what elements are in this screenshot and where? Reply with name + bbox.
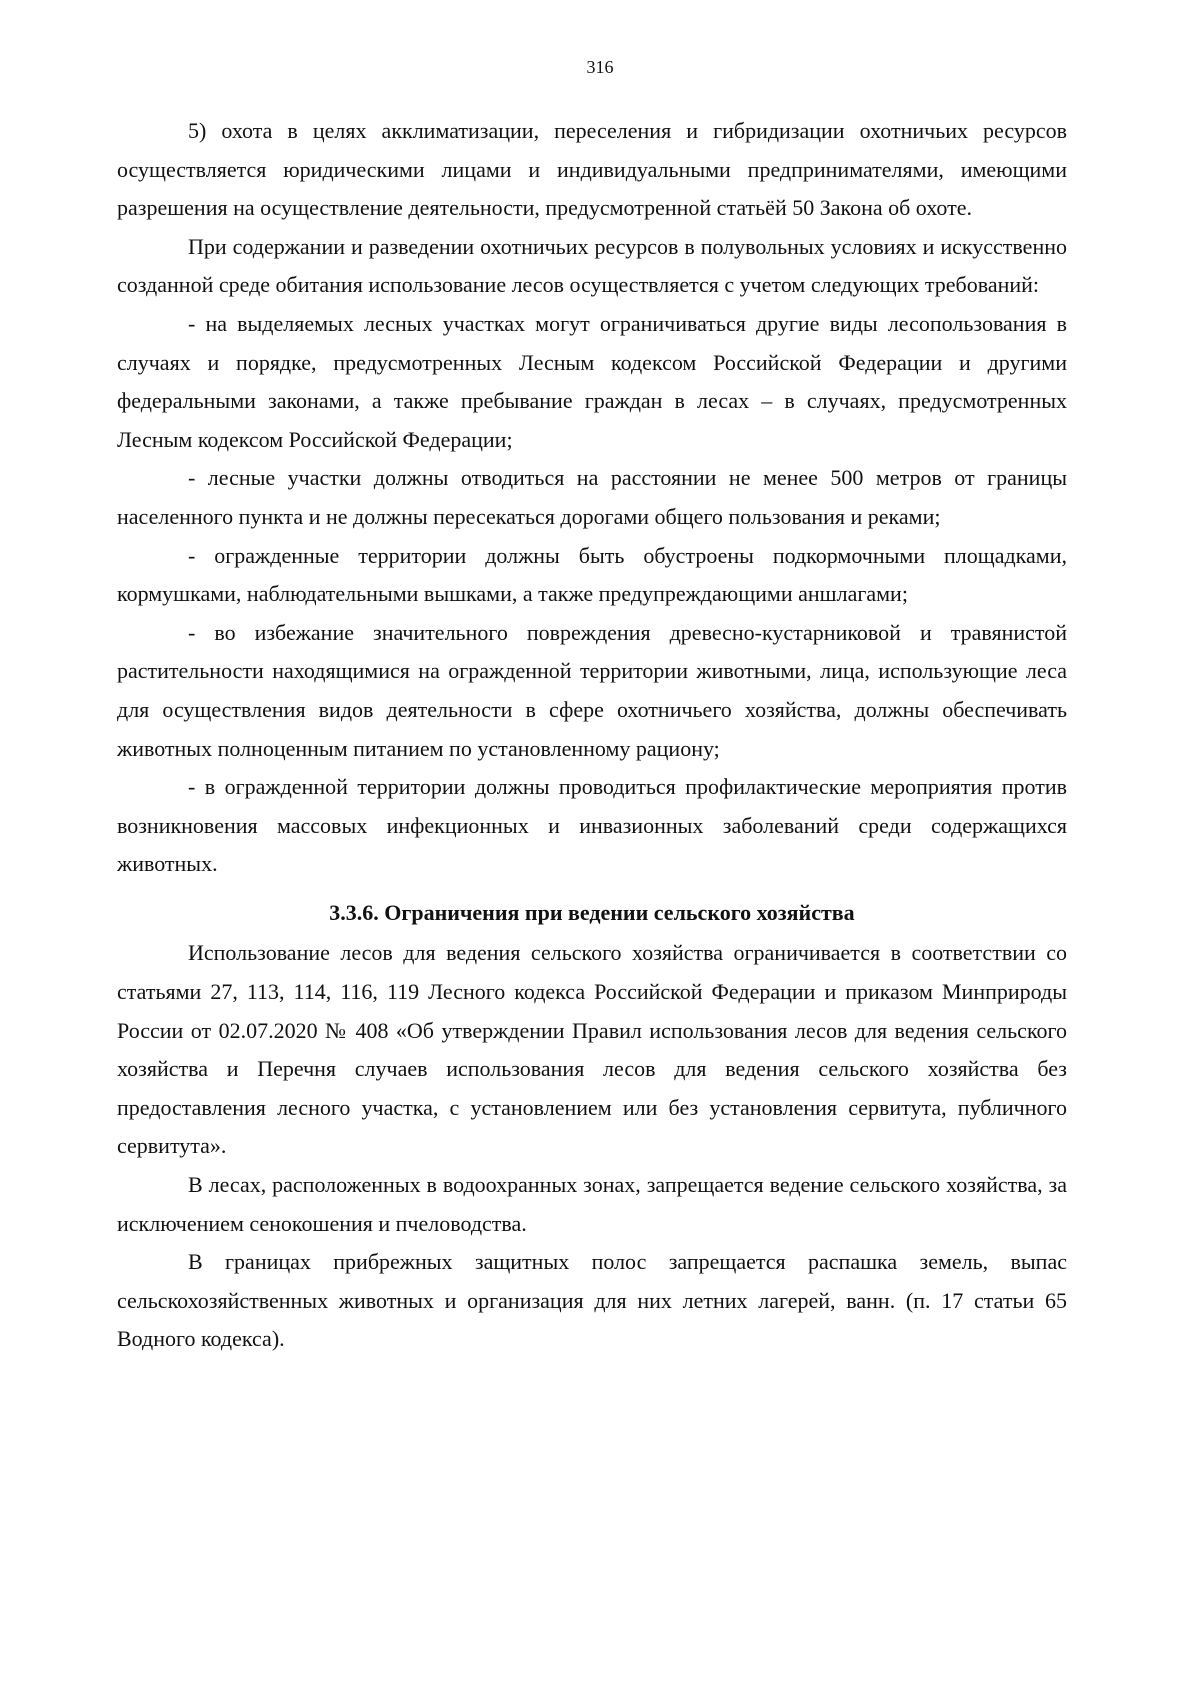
page-number: 316 — [586, 57, 614, 77]
list-item-distance: - лесные участки должны отводиться на расстоянии не менее 500 метров от границы населенного пункта и не должны пересекаться дорогами общего пользования и реками; — [117, 465, 1067, 529]
paragraph-semi-free-conditions: При содержании и разведении охотничьих ресурсов в полувольных условиях и искусственно созданной среде обитания использование лесов осуществляется с учетом следующих требований: — [117, 233, 1067, 298]
paragraph-hunting-acclimatization: 5) охота в целях акклиматизации, переселения и гибридизации охотничьих ресурсов осуществляется юридическими лицами и индивидуальными предпринимателями, имеющими разрешения на осуществление деятельности, предусмотренной статьёй 50 Закона об охоте. — [117, 118, 1067, 221]
document-body — [117, 112, 1067, 1359]
paragraph-coastal-strips: В границах прибрежных защитных полос запрещается распашка земель, выпас сельскохозяйственных животных и организация для них летних лагерей, ванн. (п. 17 статьи 65 Водного кодекса). — [117, 1249, 1067, 1352]
list-item-vegetation-damage: - во избежание значительного повреждения древесно-кустарниковой и травянистой растительности находящимися на огражденной территории животными, лица, использующие леса для осуществления видов деятельности в сфере охотничьего хозяйства, должны обеспечивать животных полноценным питанием по установленному рациону; — [117, 619, 1067, 761]
paragraph-agriculture-use: Использование лесов для ведения сельского хозяйства ограничивается в соответствии со статьями 27, 113, 114, 116, 119 Лесного кодекса Российской Федерации и приказом Минприроды России от 02.07.2020 № 408 «Об утверждении Правил использования лесов для ведения сельского хозяйства и Перечня случаев использования лесов для ведения сельского хозяйства без предоставления лесного участка, с установлением или без установления сервитута, публичного сервитута». — [117, 940, 1067, 1159]
list-item-fenced-territories: - огражденные территории должны быть обустроены подкормочными площадками, кормушками, наблюдательными вышками, а также предупреждающими аншлагами; — [117, 542, 1067, 607]
paragraph-water-protection-zones: В лесах, расположенных в водоохранных зонах, запрещается ведение сельского хозяйства, за исключением сенокошения и пчеловодства. — [117, 1172, 1067, 1236]
section-heading: 3.3.6. Ограничения при ведении сельского хозяйства — [329, 899, 855, 925]
list-item-restrictions: - на выделяемых лесных участках могут ограничиваться другие виды лесопользования в случаях и порядке, предусмотренных Лесным кодексом Российской Федерации и другими федеральными законами, а также пребывание граждан в лесах – в случаях, предусмотренных Лесным кодексом Российской Федерации; — [117, 310, 1067, 452]
list-item-prevention: - в огражденной территории должны проводиться профилактические мероприятия против возникновения массовых инфекционных и инвазионных заболеваний среди содержащихся животных. — [117, 774, 1067, 877]
